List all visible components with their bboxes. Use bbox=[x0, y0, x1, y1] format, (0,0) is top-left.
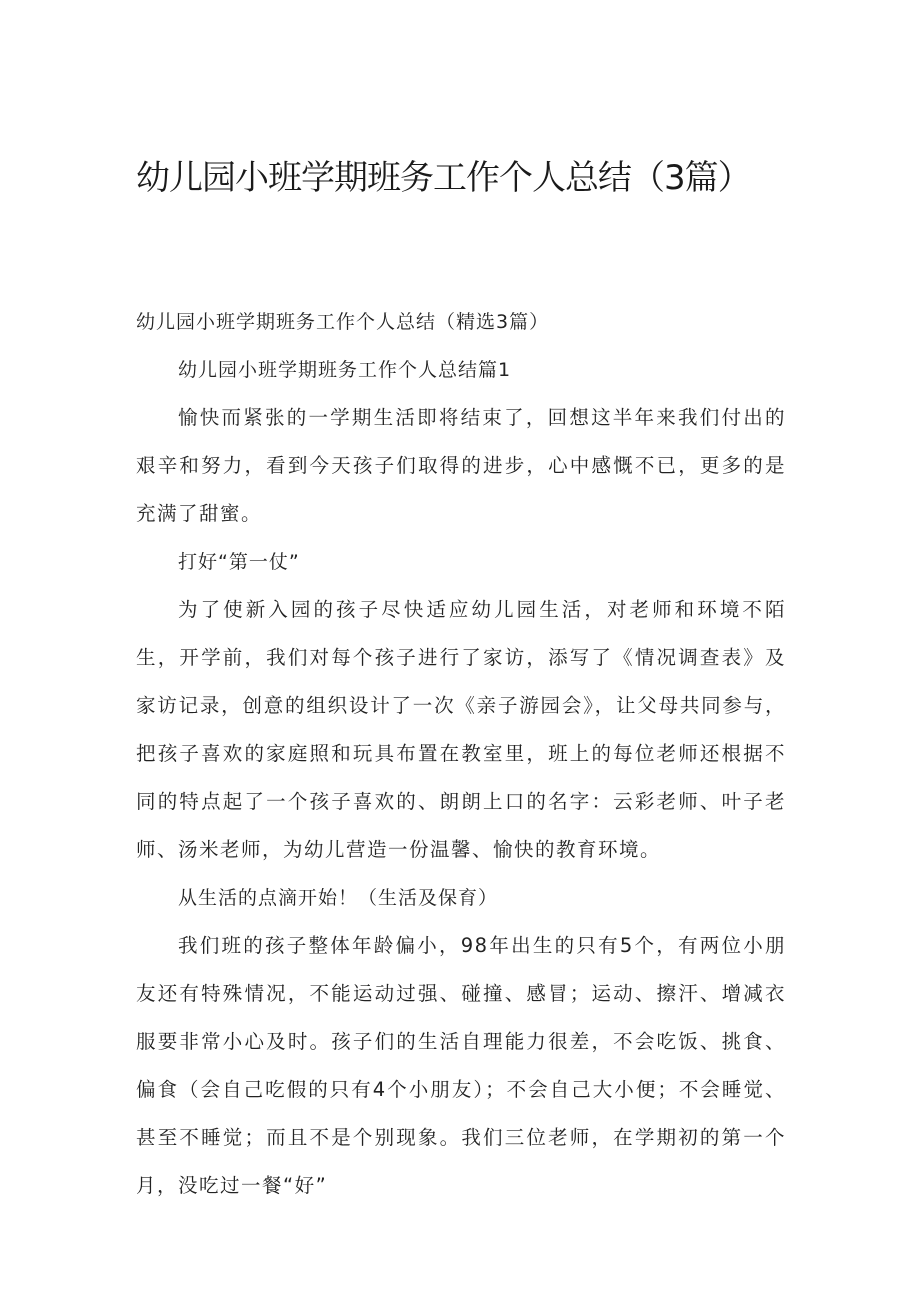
section-heading-2: 打好“第一仗” bbox=[178, 551, 300, 573]
section-heading-1: 幼儿园小班学期班务工作个人总结篇1 bbox=[178, 359, 512, 381]
section-heading-3: 从生活的点滴开始！（生活及保育） bbox=[178, 887, 499, 909]
document-subtitle: 幼儿园小班学期班务工作个人总结（精选3篇） bbox=[136, 311, 550, 333]
paragraph-3: 我们班的孩子整体年龄偏小，98年出生的只有5个，有两位小朋友还有特殊情况，不能运动过强、碰撞、感冒；运动、擦汗、增减衣服要非常小心及时。孩子们的生活自理能力很差，不会吃饭、挑食、偏食（会自己吃假的只有4个小朋友）；不会自己大小便；不会睡觉、甚至不睡觉；而且不是个别现象。我们三位老师，在学期初的第一个月，没吃过一餐“好” bbox=[136, 934, 786, 1197]
document-title: 幼儿园小班学期班务工作个人总结（3篇） bbox=[136, 158, 751, 198]
paragraph-1: 愉快而紧张的一学期生活即将结束了，回想这半年来我们付出的艰辛和努力，看到今天孩子们取得的进步，心中感慨不已，更多的是充满了甜蜜。 bbox=[136, 406, 786, 525]
paragraph-2: 为了使新入园的孩子尽快适应幼儿园生活，对老师和环境不陌生，开学前，我们对每个孩子进行了家访，添写了《情况调查表》及家访记录，创意的组织设计了一次《亲子游园会》，让父母共同参与，把孩子喜欢的家庭照和玩具布置在教室里，班上的每位老师还根据不同的特点起了一个孩子喜欢的、朗朗上口的名字：云彩老师、叶子老师、汤米老师，为幼儿营造一份温馨、愉快的教育环境。 bbox=[136, 598, 786, 861]
